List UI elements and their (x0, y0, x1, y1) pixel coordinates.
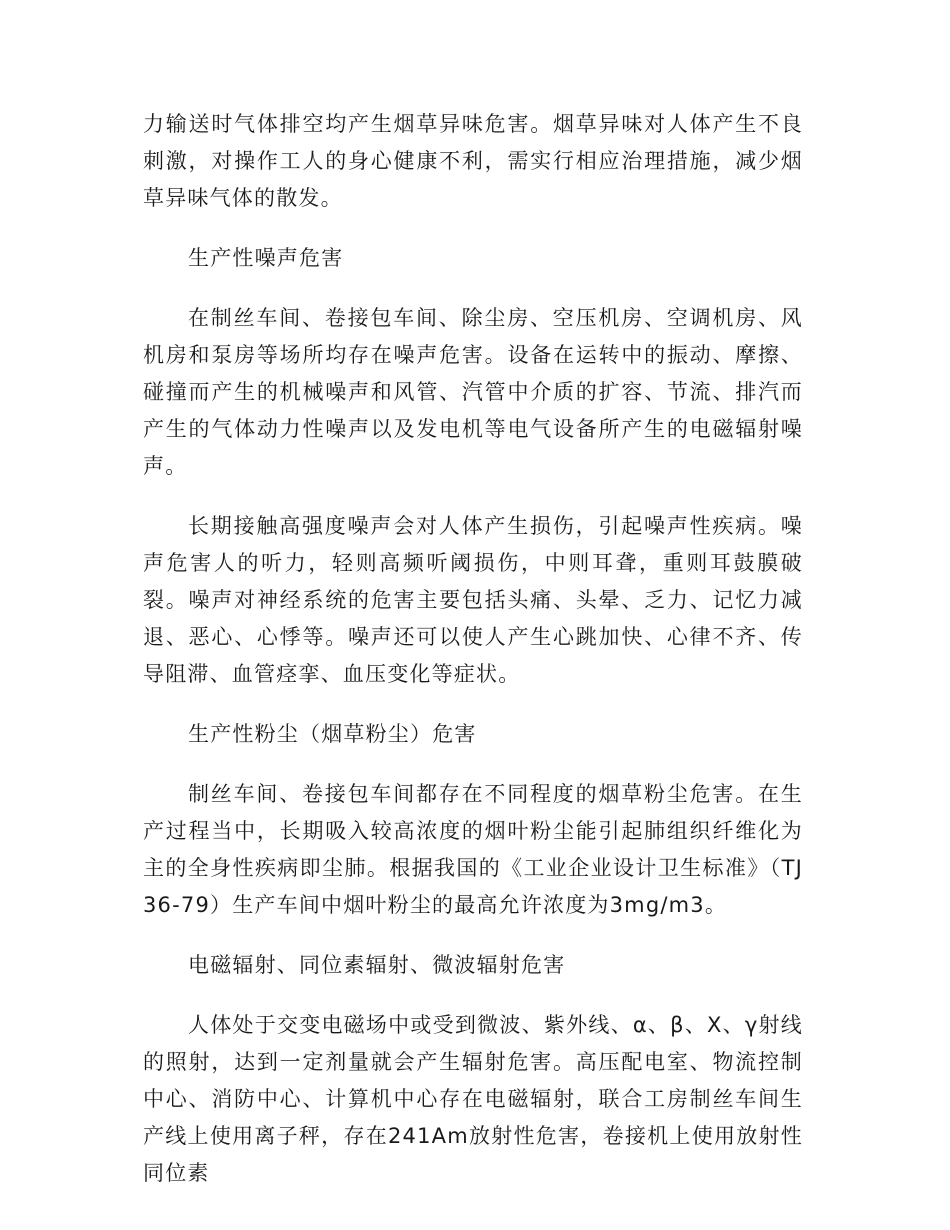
paragraph-noise-sources: 在制丝车间、卷接包车间、除尘房、空压机房、空调机房、风机房和泵房等场所均存在噪声危害。设备在运转中的振动、摩擦、碰撞而产生的机械噪声和风管、汽管中介质的扩容、节流、排汽而产生的气体动力性噪声以及发电机等电气设备所产生的电磁辐射噪声。 (143, 306, 803, 478)
heading-noise-hazard: 生产性噪声危害 (188, 246, 344, 270)
paragraph-radiation-hazard: 人体处于交变电磁场中或受到微波、紫外线、α、β、X、γ射线的照射，达到一定剂量就会产生辐射危害。高压配电室、物流控制中心、消防中心、计算机中心存在电磁辐射，联合工房制丝车间生产线上使用离子秤，存在241Am放射性危害，卷接机上使用放射性同位素 (143, 1013, 803, 1185)
paragraph-noise-effects: 长期接触高强度噪声会对人体产生损伤，引起噪声性疾病。噪声危害人的听力，轻则高频听阈损伤，中则耳聋，重则耳鼓膜破裂。噪声对神经系统的危害主要包括头痛、头晕、乏力、记忆力减退、恶心、心悸等。噪声还可以使人产生心跳加快、心律不齐、传导阻滞、血管痉挛、血压变化等症状。 (143, 514, 803, 686)
paragraph-odor-hazard: 力输送时气体排空均产生烟草异味危害。烟草异味对人体产生不良刺激，对操作工人的身心健康不利，需实行相应治理措施，减少烟草异味气体的散发。 (143, 112, 803, 210)
heading-dust-hazard: 生产性粉尘（烟草粉尘）危害 (188, 722, 477, 746)
document-page (143, 106, 803, 1215)
heading-radiation-hazard: 电磁辐射、同位素辐射、微波辐射危害 (188, 953, 566, 977)
paragraph-dust-hazard: 制丝车间、卷接包车间都存在不同程度的烟草粉尘危害。在生产过程当中，长期吸入较高浓度的烟叶粉尘能引起肺组织纤维化为主的全身性疾病即尘肺。根据我国的《工业企业设计卫生标准》（TJ36-79）生产车间中烟叶粉尘的最高允许浓度为3mg/m3。 (143, 782, 803, 917)
